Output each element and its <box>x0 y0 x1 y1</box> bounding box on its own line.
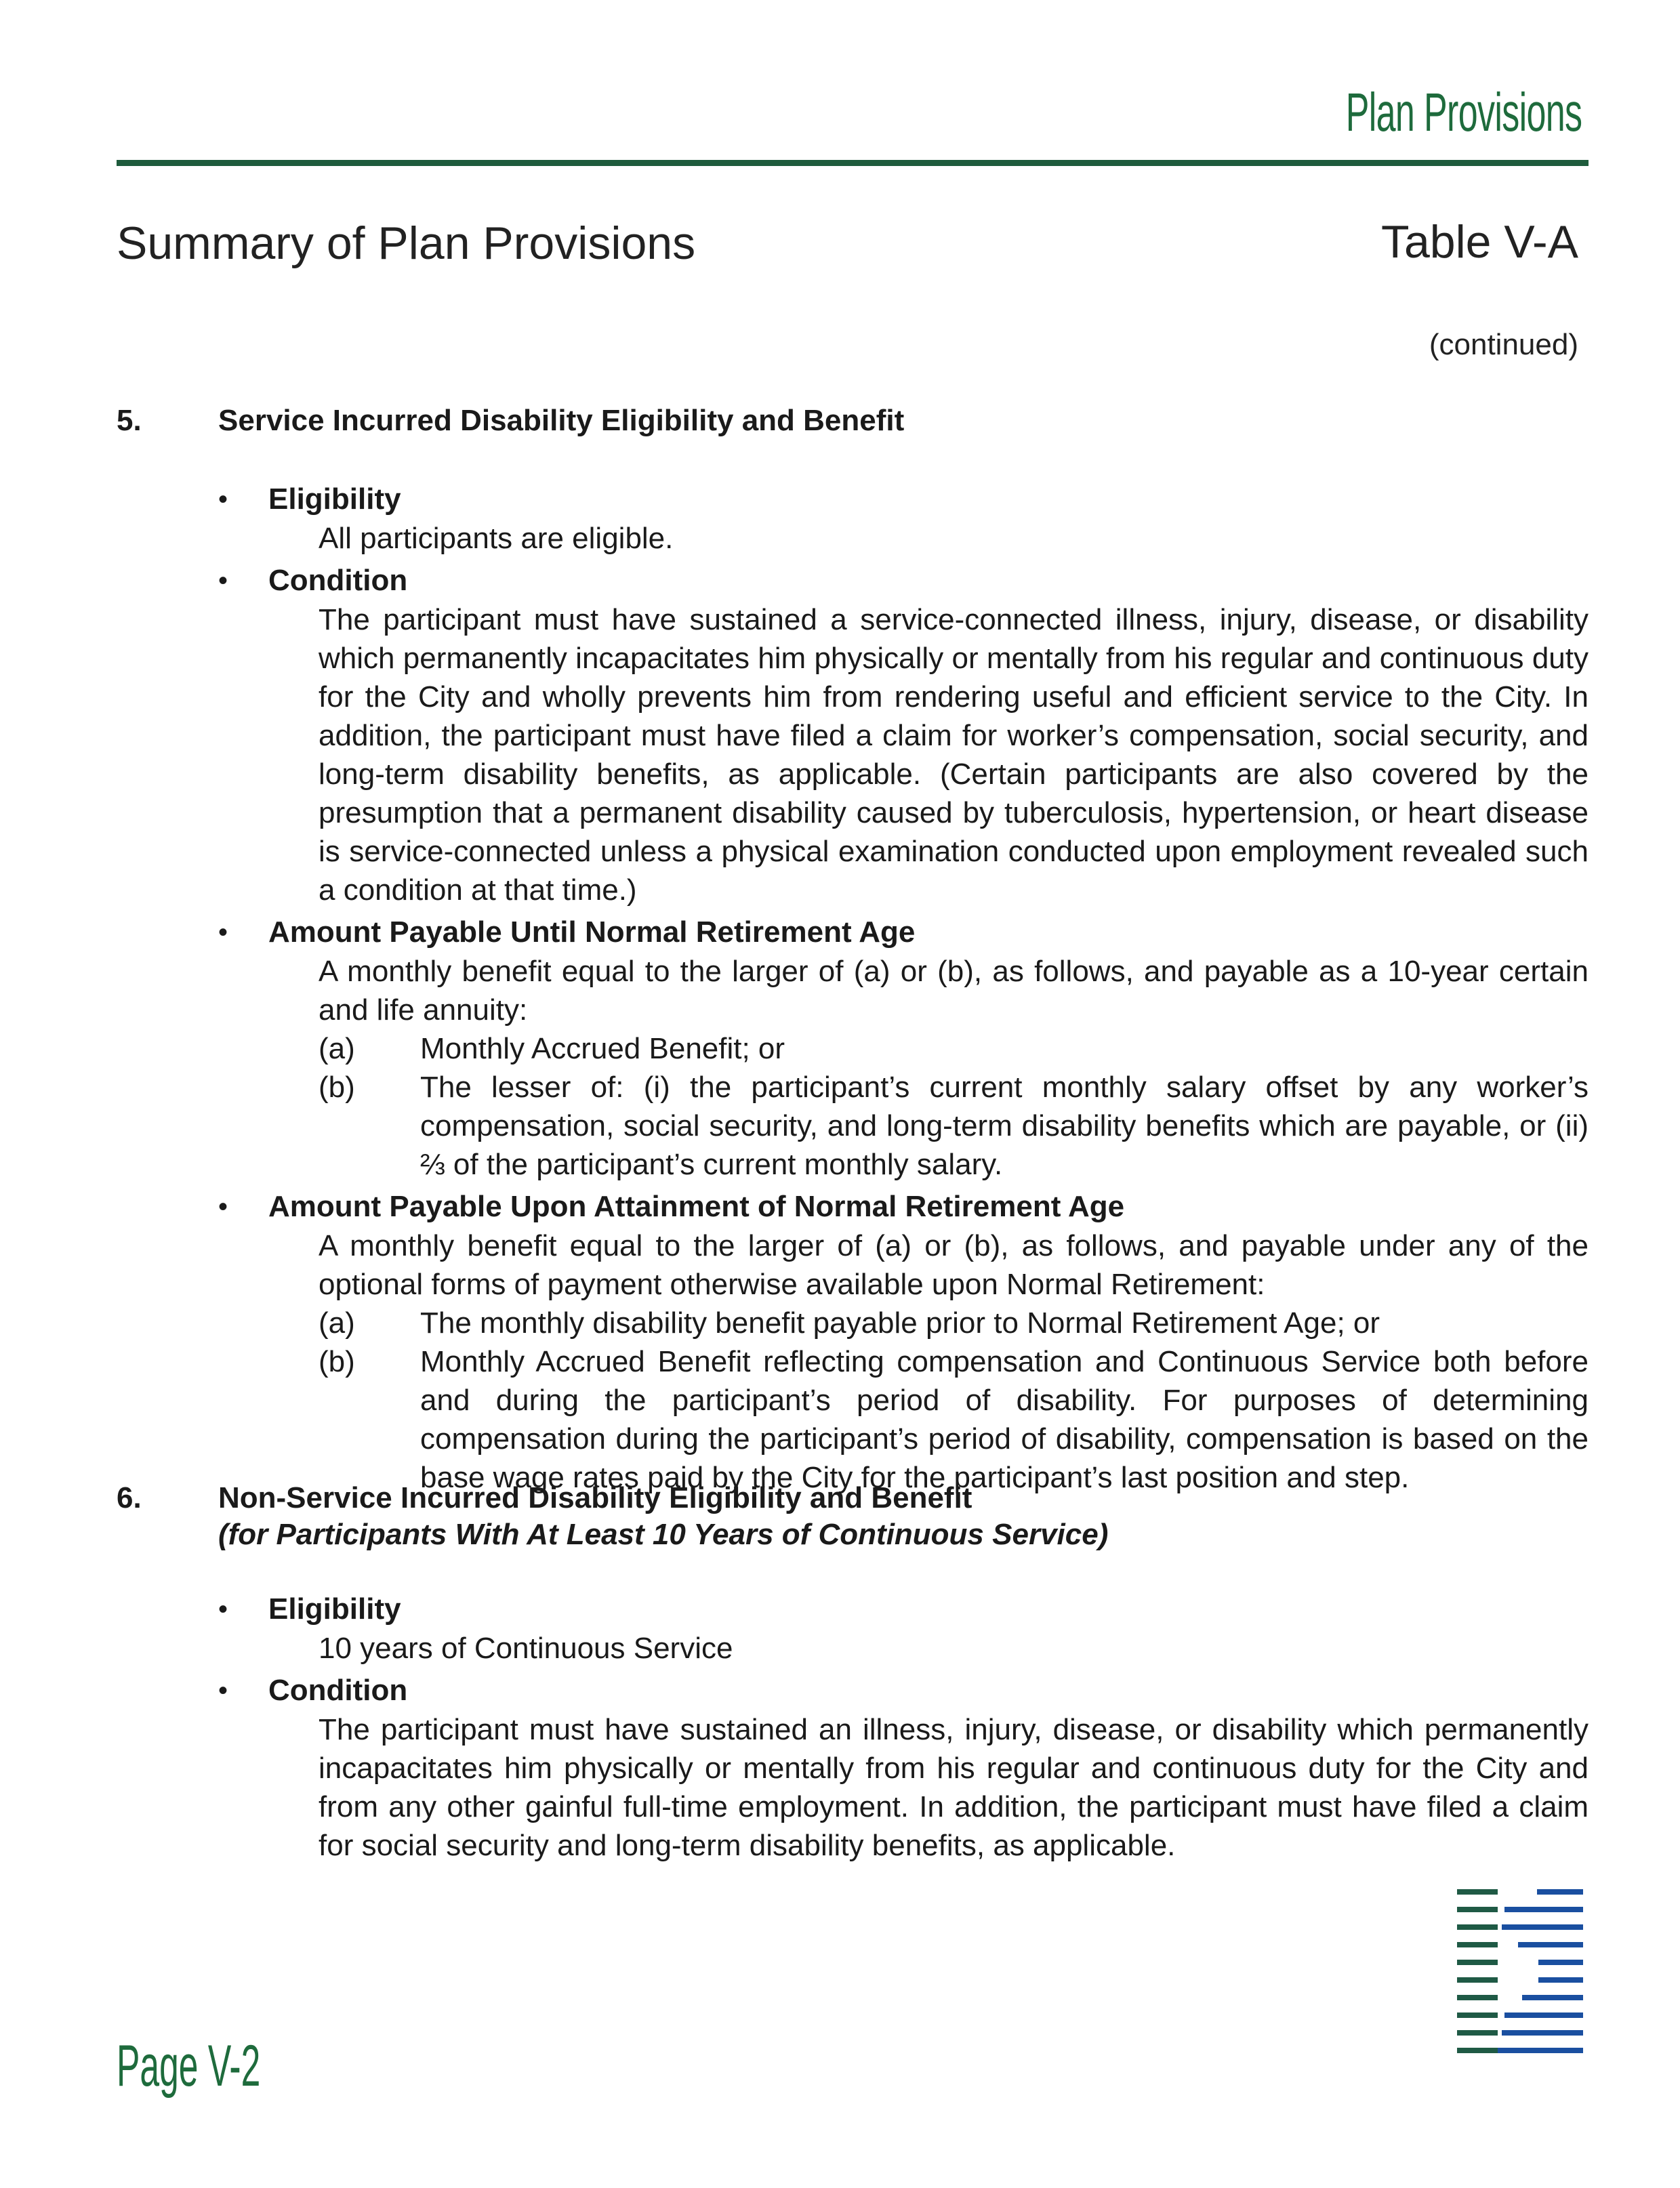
bullet-icon: • <box>218 484 228 514</box>
sub-item-text: The monthly disability benefit payable prior to Normal Retirement Age; or <box>420 1306 1380 1340</box>
item-heading: Condition <box>268 1674 408 1707</box>
section-title: Service Incurred Disability Eligibility and Benefit <box>218 404 905 437</box>
bullet-icon: • <box>218 1192 228 1222</box>
page-title: Summary of Plan Provisions <box>117 218 696 269</box>
bullet-icon: • <box>218 1676 228 1706</box>
sub-item-label: (a) <box>319 1032 355 1065</box>
header-rule <box>117 160 1589 166</box>
list-item <box>218 1187 1589 1497</box>
bullet-icon: • <box>218 566 228 596</box>
section-subtitle: (for Participants With At Least 10 Years of Continuous Service) <box>218 1518 1109 1551</box>
bullet-icon: • <box>218 1594 228 1624</box>
sub-item-text: Monthly Accrued Benefit; or <box>420 1032 785 1065</box>
sub-item-text: The lesser of: (i) the participant’s current monthly salary offset by any worker’s compensation, social security, and long-term disability benefits which are payable, or (ii) ⅔ of the participant’s current monthly salary. <box>420 1071 1589 1181</box>
sub-item <box>319 1342 1589 1497</box>
sub-item <box>319 1068 1589 1184</box>
item-text: A monthly benefit equal to the larger of (a) or (b), as follows, and payable under any of the optional forms of payment otherwise available upon Normal Retirement: <box>319 1229 1589 1301</box>
firm-logo-icon <box>1457 1889 1583 2067</box>
sub-item-label: (a) <box>319 1306 355 1340</box>
sub-item <box>319 1304 1589 1342</box>
section-5-list <box>218 480 1589 1500</box>
continued-label: (continued) <box>1429 328 1578 361</box>
logo-stripes-left <box>1457 1889 1498 2053</box>
list-item <box>218 561 1589 909</box>
section-number: 6. <box>117 1481 142 1514</box>
item-heading: Eligibility <box>268 1592 401 1626</box>
table-label: Table V-A <box>1380 216 1578 268</box>
list-item <box>218 1590 1589 1668</box>
list-item <box>218 913 1589 1184</box>
logo-stripes-right <box>1498 1889 1583 2053</box>
section-number: 5. <box>117 404 142 437</box>
item-heading: Amount Payable Upon Attainment of Normal Retirement Age <box>268 1190 1125 1223</box>
item-heading: Condition <box>268 564 408 597</box>
list-item <box>218 480 1589 558</box>
section-name-header: Plan Provisions <box>1345 82 1582 142</box>
sub-item-label: (b) <box>319 1345 355 1378</box>
section-title: Non-Service Incurred Disability Eligibility and Benefit <box>218 1481 972 1514</box>
item-text: A monthly benefit equal to the larger of (a) or (b), as follows, and payable as a 10-year certain and life annuity: <box>319 955 1589 1027</box>
item-text: The participant must have sustained an illness, injury, disease, or disability which permanently incapacitates him physically or mentally from his regular and continuous duty for the City and from any other gainful full-time employment. In addition, the participant must have filed a claim for social security and long-term disability benefits, as applicable. <box>319 1713 1589 1862</box>
sub-item-label: (b) <box>319 1071 355 1104</box>
item-text: All participants are eligible. <box>319 522 674 555</box>
item-text: The participant must have sustained a service-connected illness, injury, disease, or disability which permanently incapacitates him physically or mentally from his regular and continuous duty for the City and wholly prevents him from rendering useful and efficient service to the City. In addition, the participant must have filed a claim for worker’s compensation, social security, and long-term disability benefits, as applicable. (Certain participants are also covered by the presumption that a permanent disability caused by tuberculosis, hypertension, or heart disease is service-connected unless a physical examination conducted upon employment revealed such a condition at that time.) <box>319 603 1589 907</box>
item-heading: Amount Payable Until Normal Retirement Age <box>268 915 916 949</box>
list-item <box>218 1671 1589 1865</box>
item-heading: Eligibility <box>268 482 401 516</box>
item-text: 10 years of Continuous Service <box>319 1632 733 1665</box>
bullet-icon: • <box>218 917 228 947</box>
page-number: Page V-2 <box>117 2034 261 2099</box>
sub-item-text: Monthly Accrued Benefit reflecting compensation and Continuous Service both before and during the participant’s period of disability. For purposes of determining compensation during the participant’s period of disability, compensation is based on the base wage rates paid by the City for the participant’s last position and step. <box>420 1345 1589 1494</box>
sub-item <box>319 1029 1589 1068</box>
section-6-list <box>218 1590 1589 1868</box>
